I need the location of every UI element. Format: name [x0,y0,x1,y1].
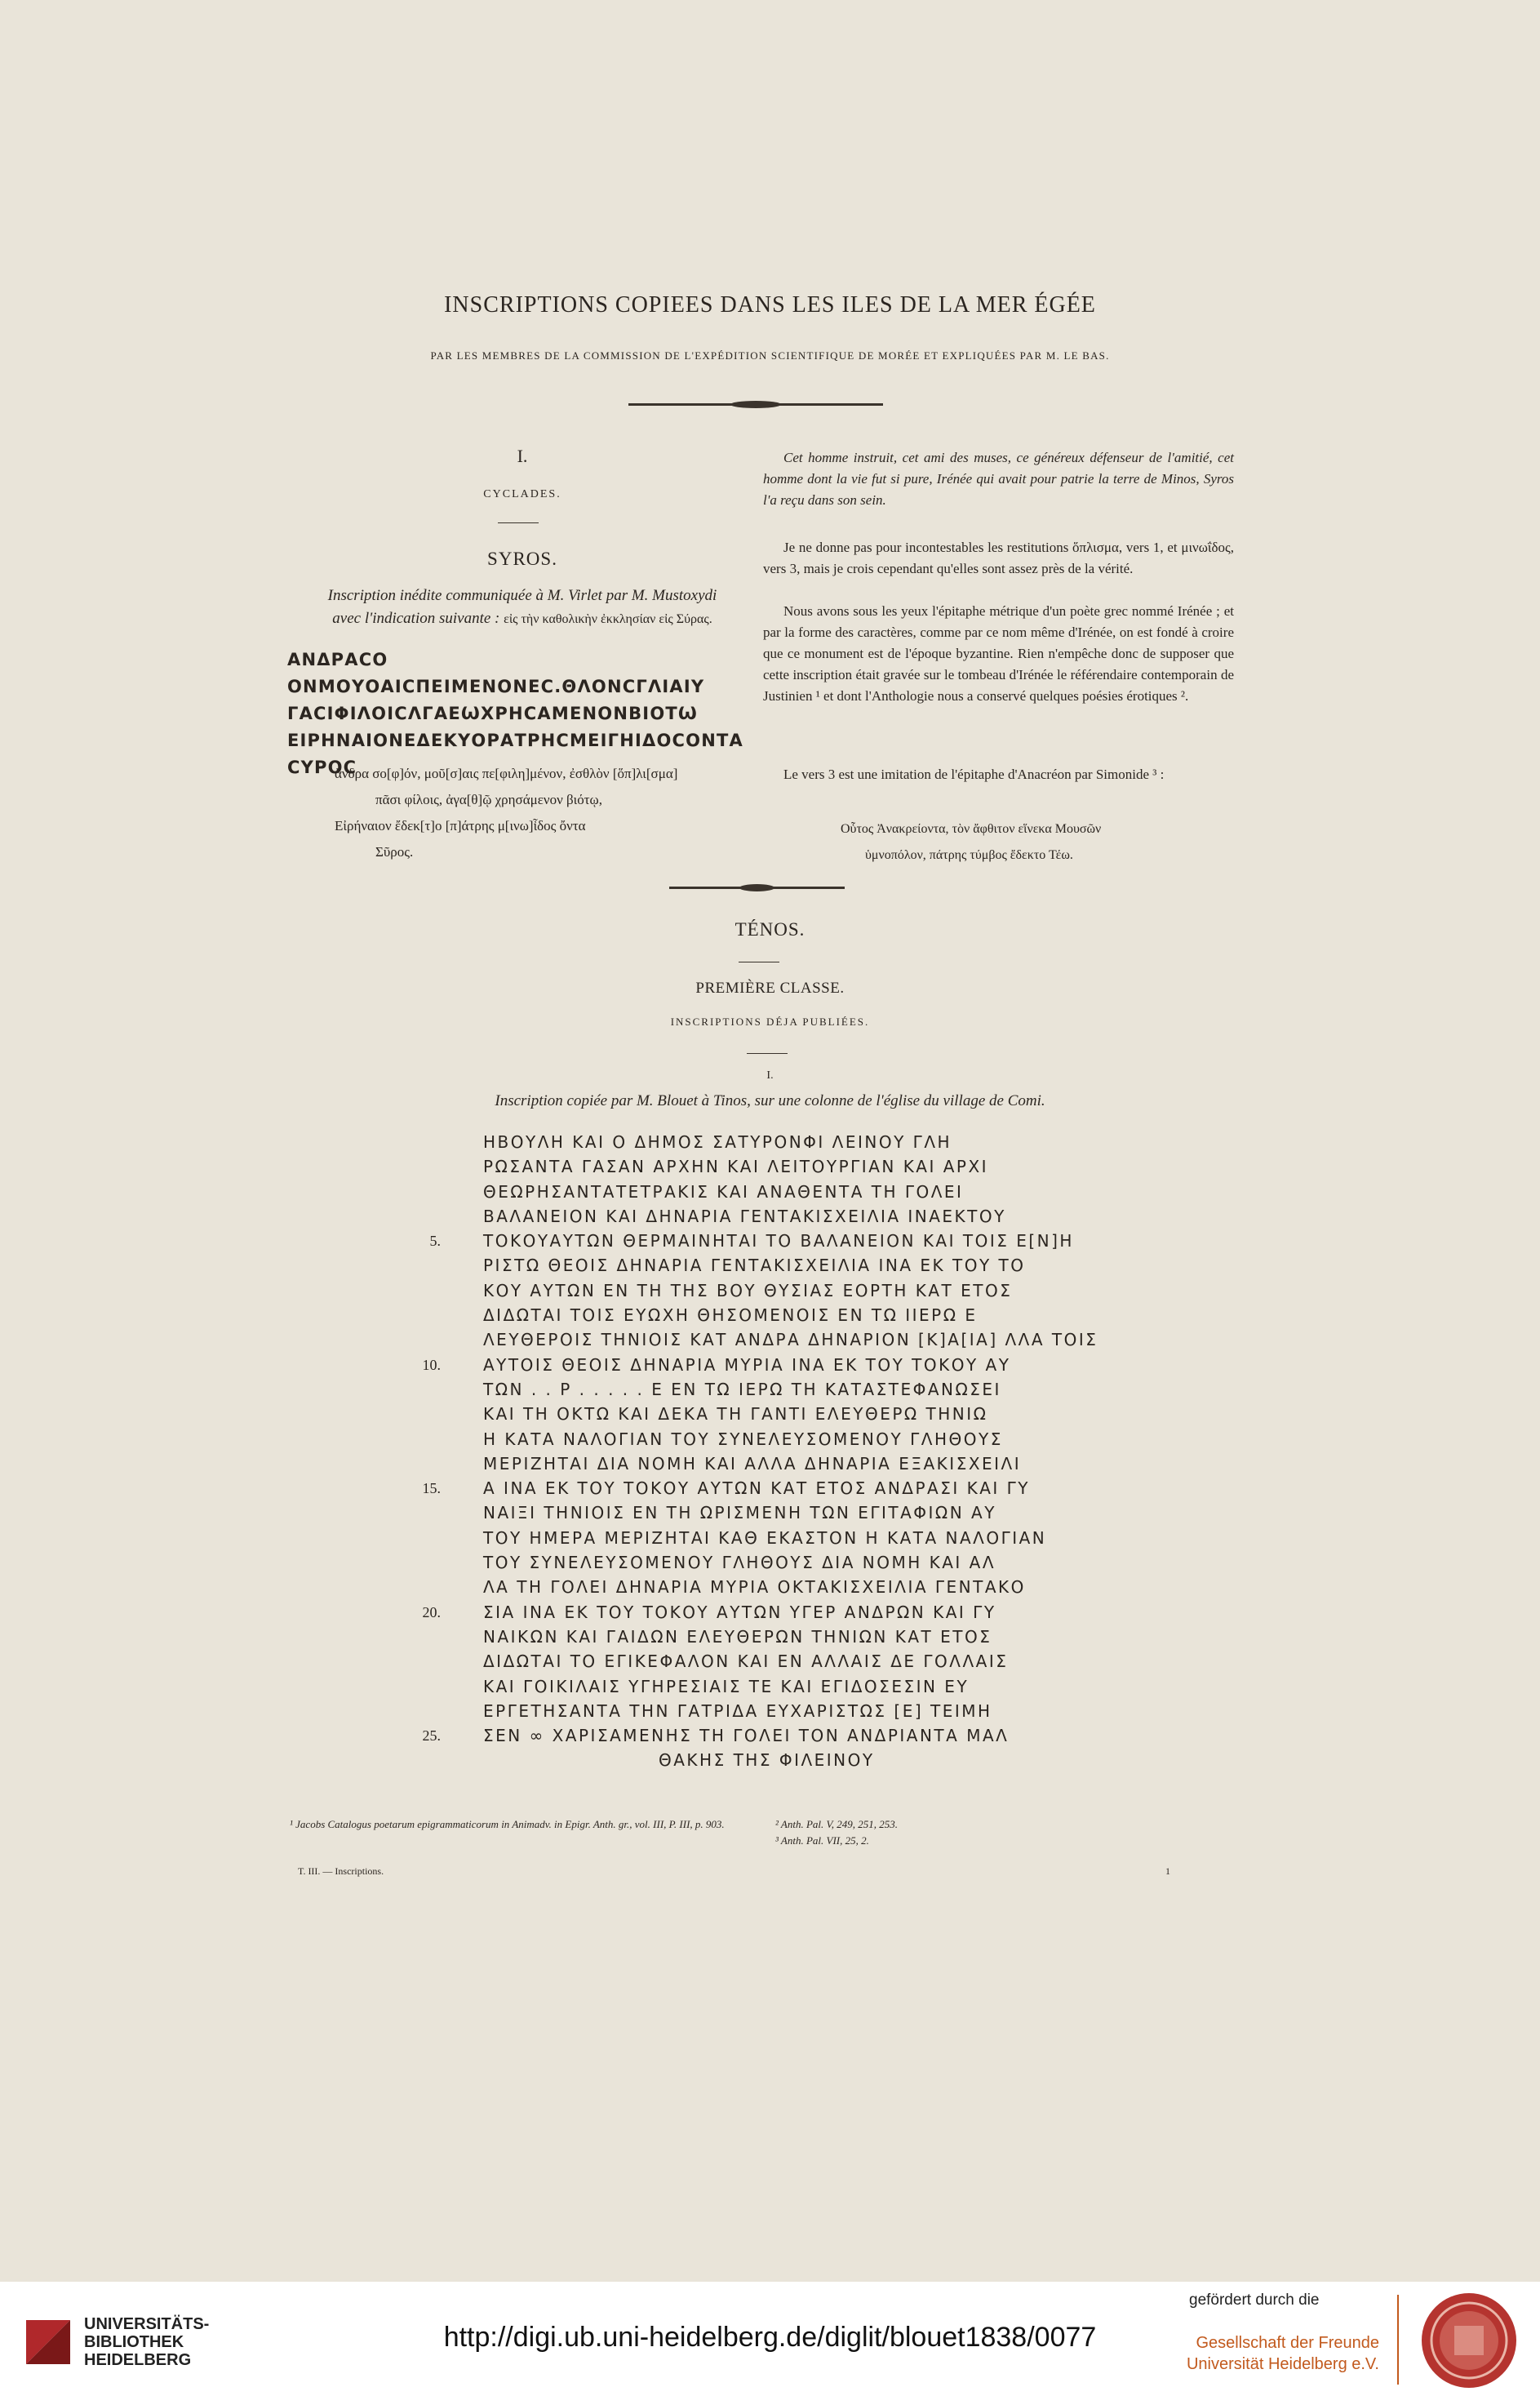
inscription-line: Η ΚΑΤΑ ΝΑΛΟΓΙΑΝ ΤΟΥ ΣΥΝΕΛΕΥΣΟΜΕΝΟΥ ΓΛΗΘΟΥΣ [483,1429,1003,1449]
translation-paragraph: Cet homme instruit, cet ami des muses, ce généreux défenseur de l'amitié, cet homme dont la vie fut si pure, Irénée qui avait pour patrie la terre de Minos, Syros l'a reçu dans son sein. [763,450,1234,508]
caps-line: ΕΙΡΗΝΑΙΟΝΕΔΕΚΥΟΡΑΤΡΗϹΜΕΙΓΗΙΔΟϹΟΝΤΑ [287,731,743,750]
place-heading: SYROS. [487,549,557,569]
line-number: 15. [422,1480,441,1496]
society-name: Gesellschaft der Freunde Universität Heidelberg e.V. [1186,2334,1379,2373]
place-heading-tenos: TÉNOS. [734,919,806,940]
caps-line: ϹΥΡΟϹ [287,758,357,777]
syros-intro-text: avec l'indication suivante : [332,610,500,627]
tenos-inscription [483,1130,1098,1773]
commentary-paragraph: Je ne donne pas pour incontestables les restitutions ὅπλισμα, vers 1, et μινωΐδος, vers 3, mais je crois cependant qu'elles sont assez près de la vérité. [763,540,1234,576]
page-subtitle: PAR LES MEMBRES DE LA COMMISSION DE L'EXPÉDITION SCIENTIFIQUE DE MORÉE ET EXPLIQUÉES PAR M. LE BAS. [430,349,1110,362]
restored-line: ἄνδρα σο[φ]όν, μοῦ[σ]αις πε[φιλη]μένον, ἐσθλὸν [ὅπ]λι[σμα] [335,766,678,781]
inscription-line: ΚΟΥ ΑΥΤΩΝ ΕΝ ΤΗ ΤΗΣ ΒΟΥ ΘΥΣΙΑΣ ΕΟΡΤΗ ΚΑΤ ΕΤΟΣ [483,1280,1013,1300]
divider [747,1053,788,1054]
inscription-line: ΚΑΙ ΤΗ ΟΚΤΩ ΚΑΙ ΔΕΚΑ ΤΗ ΓΑΝΤΙ ΕΛΕΥΘΕΡΩ ΤΗΝΙΩ [483,1404,988,1425]
funding-label: gefördert durch die [1189,2292,1320,2309]
inscription-line: ΤΩΝ . . Ρ . . . . . Ε ΕΝ ΤΩ ΙΕΡΩ ΤΗ ΚΑΤΑΣΤΕΦΑΝΩΣΕΙ [483,1379,1001,1399]
inscription-line: ΔΙΔΩΤΑΙ ΤΟΙΣ ΕΥΩΧΗ ΘΗΣΟΜΕΝΟΙΣ ΕΝ ΤΩ ΙΙΕΡΩ Ε [483,1305,978,1326]
permalink-url[interactable]: http://digi.ub.uni-heidelberg.de/diglit/blouet1838/0077 [443,2322,1097,2353]
inscription-line: ΣΕΝ ∞ ΧΑΡΙΣΑΜΕΝΗΣ ΤΗ ΓΟΛΕΙ ΤΟΝ ΑΝΔΡΙΑΝΤΑ ΜΑΛ [483,1726,1010,1746]
syros-restored-text [326,761,751,865]
inscription-line: ΤΟΚΟΥΑΥΤΩΝ ΘΕΡΜΑΙΝΗΤΑΙ ΤΟ ΒΑΛΑΝΕΙΟΝ ΚΑΙ ΤΟΙΣ Ε[Ν]Η [483,1231,1074,1251]
restored-line: Σῦρος. [375,844,414,860]
inscription-line: ΛΑ ΤΗ ΓΟΛΕΙ ΔΗΝΑΡΙΑ ΜΥΡΙΑ ΟΚΤΑΚΙΣΧΕΙΛΙΑ ΓΕΝΤΑΚΟ [483,1577,1026,1598]
inscription-number: I. [766,1069,774,1082]
restored-line: Εἰρήναιον ἔδεκ[τ]ο [π]άτρης μ[ινω]ἶδος ὄντα [335,818,586,833]
published-heading: INSCRIPTIONS DÉJA PUBLIÉES. [670,1016,870,1028]
footer-bar [0,2282,1540,2396]
inscription-line: ΒΑΛΑΝΕΙΟΝ ΚΑΙ ΔΗΝΑΡΙΑ ΓΕΝΤΑΚΙΣΧΕΙΛΙΑ ΙΝΑΕΚΤΟΥ [483,1206,1006,1226]
inscription-line: ΣΙΑ ΙΝΑ ΕΚ ΤΟΥ ΤΟΚΟΥ ΑΥΤΩΝ ΥΓΕΡ ΑΝΔΡΩΝ ΚΑΙ ΓΥ [483,1602,996,1622]
ornamental-rule [669,887,845,889]
line-number: 25. [422,1727,441,1744]
library-name: UNIVERSITÄTS-BIBLIOTHEK HEIDELBERG [84,2315,210,2369]
divider [498,522,539,523]
inscription-line: ΑΥΤΟΙΣ ΘΕΟΙΣ ΔΗΝΑΡΙΑ ΜΥΡΙΑ ΙΝΑ ΕΚ ΤΟΥ ΤΟΚΟΥ ΑΥ [483,1354,1011,1375]
syros-intro-line1: Inscription inédite communiquée à M. Virlet par M. Mustoxydi [327,587,717,604]
verse-line: Οὗτος Ἀνακρείοντα, τὸν ἄφθιτον εἵνεκα Μουσῶν [841,822,1102,836]
class-heading: PREMIÈRE CLASSE. [695,980,845,997]
restored-line: πᾶσι φίλοις, ἀγα[θ]ῷ χρησάμενον βιότῳ, [375,792,603,807]
inscription-line: ΗΒΟΥΛΗ ΚΑΙ Ο ΔΗΜΟΣ ΣΑΤΥΡΟΝΦΙ ΛΕΙΝΟΥ ΓΛΗ [483,1132,952,1152]
section-heading: CYCLADES. [483,488,561,500]
inscription-line: ΜΕΡΙΖΗΤΑΙ ΔΙΑ ΝΟΜΗ ΚΑΙ ΑΛΛΑ ΔΗΝΑΡΙΑ ΕΞΑΚΙΣΧΕΙΛΙ [483,1453,1022,1474]
commentary-paragraph: Le vers 3 est une imitation de l'épitaphe d'Anacréon par Simonide ³ : [783,767,1165,782]
commentary-paragraph: Nous avons sous les yeux l'épitaphe métrique d'un poète grec nommé Irénée ; et par la forme des caractères, comme par ce nom même d'Irénée, on est fondé à croire que ce monument est de l'époque byzantine. Rien n'empêche donc de supposer que cette inscription était gravée sur le tombeau d'Irénée le référendaire contemporain de Justinien ¹ et dont l'Anthologie nous a conservé quelques poésies érotiques ². [763,603,1234,704]
inscription-line: ΡΙΣΤΩ ΘΕΟΙΣ ΔΗΝΑΡΙΑ ΓΕΝΤΑΚΙΣΧΕΙΛΙΑ ΙΝΑ ΕΚ ΤΟΥ ΤΟ [483,1256,1026,1276]
inscription-line: ΡΩΣΑΝΤΑ ΓΑΣΑΝ ΑΡΧΗΝ ΚΑΙ ΛΕΙΤΟΥΡΓΙΑΝ ΚΑΙ ΑΡΧΙ [483,1157,989,1177]
inscription-caption: Inscription copiée par M. Blouet à Tinos, sur une colonne de l'église du village de Comi. [495,1092,1045,1109]
footnote: ³ Anth. Pal. VII, 25, 2. [775,1834,869,1847]
volume-signature: T. III. — Inscriptions. [298,1865,384,1877]
society-seal-icon [1420,2292,1518,2389]
page-title: INSCRIPTIONS COPIEES DANS LES ILES DE LA MER ÉGÉE [444,292,1096,318]
divider [1397,2295,1399,2385]
inscription-line: ΕΡΓΕΤΗΣΑΝΤΑ ΤΗΝ ΓΑΤΡΙΔΑ ΕΥΧΑΡΙΣΤΩΣ [Ε] ΤΕΙΜΗ [483,1700,992,1721]
footnote: ² Anth. Pal. V, 249, 251, 253. [775,1818,899,1830]
line-number: 20. [422,1604,441,1620]
inscription-line: ΝΑΙΚΩΝ ΚΑΙ ΓΑΙΔΩΝ ΕΛΕΥΘΕΡΩΝ ΤΗΝΙΩΝ ΚΑΤ ΕΤΟΣ [483,1626,992,1647]
simonides-verse [816,816,1224,869]
ornamental-rule [628,403,883,406]
syros-intro-greek: εἰς τὴν καθολικὴν ἐκκλησίαν εἰς Σύρας. [504,612,712,626]
caps-line: ΑΝΔΡΑϹΟ ΟΝΜΟΥΟΑΙϹΠΕΙΜΕΝΟΝΕϹ.ΘΛΟΝϹΓΛΙΑΙΥ [287,650,705,696]
line-number: 5. [429,1233,441,1249]
footnote: ¹ Jacobs Catalogus poetarum epigrammaticorum in Animadv. in Epigr. Anth. gr., vol. III, P. III, p. 903. [290,1818,725,1830]
syros-intro [253,585,792,631]
inscription-line: ΛΕΥΘΕΡΟΙΣ ΤΗΝΙΟΙΣ ΚΑΤ ΑΝΔΡΑ ΔΗΝΑΡΙΟΝ [Κ]Α[ΙΑ] ΛΛΑ ΤΟΙΣ [483,1330,1098,1350]
inscription-line: ΘΕΩΡΗΣΑΝΤΑΤΕΤΡΑΚΙΣ ΚΑΙ ΑΝΑΘΕΝΤΑ ΤΗ ΓΟΛΕΙ [483,1181,964,1202]
section-number: I. [517,446,528,466]
page-mark: 1 [1165,1865,1170,1877]
inscription-line: ΤΟΥ ΣΥΝΕΛΕΥΣΟΜΕΝΟΥ ΓΛΗΘΟΥΣ ΔΙΑ ΝΟΜΗ ΚΑΙ ΑΛ [483,1553,996,1573]
syros-intro-line2 [253,607,792,631]
inscription-line: ΝΑΙΞΙ ΤΗΝΙΟΙΣ ΕΝ ΤΗ ΩΡΙΣΜΕΝΗ ΤΩΝ ΕΓΙΤΑΦΙΩΝ ΑΥ [483,1503,996,1523]
inscription-line: ΤΟΥ ΗΜΕΡΑ ΜΕΡΙΖΗΤΑΙ ΚΑΘ ΕΚΑΣΤΟΝ Η ΚΑΤΑ ΝΑΛΟΓΙΑΝ [483,1527,1047,1548]
line-number: 10. [422,1357,441,1373]
verse-line: ὑμνοπόλον, πάτρης τύμβος ἔδεκτο Τέω. [865,848,1073,862]
caps-line: ΓΑϹΙΦΙΛΟΙϹΛΓΑΕѠΧΡΗϹΑΜΕΝΟΝΒΙΟΤѠ [287,704,699,723]
inscription-line: ΚΑΙ ΓΟΙΚΙΛΑΙΣ ΥΓΗΡΕΣΙΑΙΣ ΤΕ ΚΑΙ ΕΓΙΔΟΣΕΣΙΝ ΕΥ [483,1676,970,1696]
inscription-line: ΘΑΚΗΣ ΤΗΣ ΦΙΛΕΙΝΟΥ [659,1750,875,1771]
inscription-line: Α ΙΝΑ ΕΚ ΤΟΥ ΤΟΚΟΥ ΑΥΤΩΝ ΚΑΤ ΕΤΟΣ ΑΝΔΡΑΣΙ ΚΑΙ ΓΥ [483,1478,1031,1499]
inscription-line: ΔΙΔΩΤΑΙ ΤΟ ΕΓΙΚΕΦΑΛΟΝ ΚΑΙ ΕΝ ΑΛΛΑΙΣ ΔΕ ΓΟΛΛΑΙΣ [483,1651,1009,1672]
